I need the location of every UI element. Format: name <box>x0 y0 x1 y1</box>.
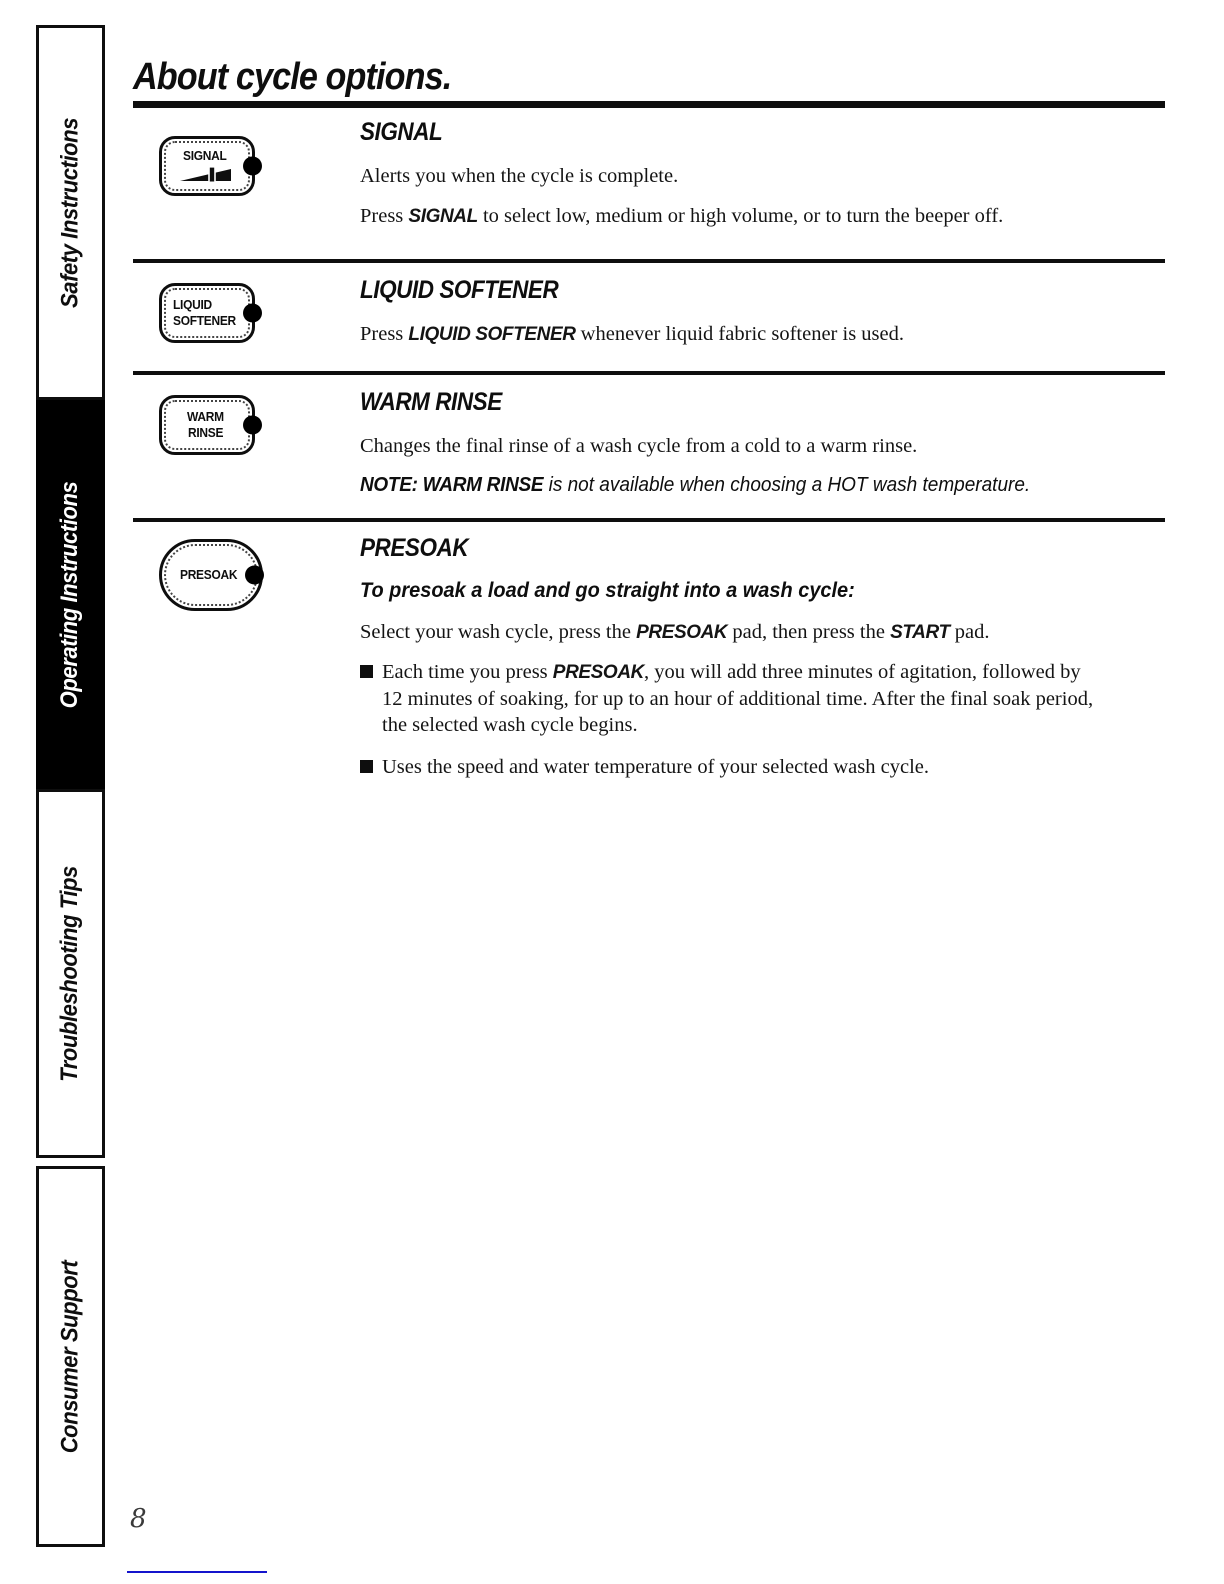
body-text: Press <box>360 205 409 228</box>
section-divider <box>133 259 1165 263</box>
presoak-pad-icon <box>159 539 263 611</box>
page-number: 8 <box>130 1504 147 1534</box>
body-paragraph <box>360 203 1165 229</box>
body-text: , you will add three minutes of agitation, followed by 12 minutes of soaking, for up to an hour of additional time. After the final soak period, the selected wash cycle begins. <box>382 661 1094 736</box>
pad-reference: PRESOAK <box>552 662 644 684</box>
presoak-pad-column <box>133 534 360 796</box>
tab-label: Consumer Support <box>56 1260 84 1453</box>
warm-rinse-pad-icon <box>159 395 255 455</box>
body-paragraph <box>360 321 1165 347</box>
section-warm-rinse <box>133 388 1165 513</box>
section-heading: PRESOAK <box>360 534 469 562</box>
presoak-text <box>360 534 1165 796</box>
liquid-softener-pad-face <box>164 288 250 338</box>
body-text: Each time you press <box>382 661 553 684</box>
tab-label: Troubleshooting Tips <box>56 865 84 1082</box>
section-divider <box>133 518 1165 522</box>
sidebar-item-consumer-support <box>36 1166 105 1547</box>
bullet-text <box>382 659 1100 738</box>
section-heading: SIGNAL <box>360 118 443 146</box>
section-heading: LIQUID SOFTENER <box>360 276 559 304</box>
body-text: whenever liquid fabric softener is used. <box>575 323 905 345</box>
indicator-light-icon <box>243 157 262 176</box>
liquid-softener-pad-column <box>133 276 360 361</box>
warm-rinse-text <box>360 388 1165 513</box>
body-paragraph <box>360 619 1165 645</box>
body-paragraph <box>360 163 1165 189</box>
body-text: Uses the speed and water temperature of your selected wash cycle. <box>382 756 930 779</box>
volume-wedge-icon <box>179 166 235 183</box>
section-heading: WARM RINSE <box>360 388 502 416</box>
title-rule <box>133 101 1165 108</box>
presoak-pad-label: PRESOAK <box>179 566 238 582</box>
indicator-light-icon <box>243 304 262 323</box>
bullet-square-icon <box>360 665 373 678</box>
pad-reference: PRESOAK <box>636 622 728 643</box>
presoak-pad-face <box>164 544 258 606</box>
section-divider <box>133 371 1165 375</box>
indicator-light-icon <box>245 566 264 585</box>
tab-label: Operating Instructions <box>56 481 84 708</box>
body-text: Press <box>360 323 409 345</box>
footer-link-underline[interactable] <box>127 1571 267 1573</box>
note-text: is not available when choosing a HOT wash temperature. <box>543 474 1031 497</box>
signal-text <box>360 118 1165 244</box>
body-text: Changes the final rinse of a wash cycle from a cold to a warm rinse. <box>360 435 918 457</box>
signal-pad-face <box>164 141 250 191</box>
sidebar-item-operating-instructions <box>36 400 105 789</box>
sidebar-item-safety-instructions <box>36 25 105 400</box>
pad-reference: LIQUID SOFTENER <box>408 324 576 345</box>
note-paragraph <box>360 473 1125 499</box>
liquid-softener-text <box>360 276 1165 361</box>
body-text: pad. <box>949 621 990 643</box>
warm-rinse-pad-column <box>133 388 360 513</box>
liquid-softener-pad-icon <box>159 283 255 343</box>
pad-reference: START <box>890 622 950 643</box>
section-signal <box>133 118 1165 244</box>
warm-rinse-pad-label: RINSE <box>187 424 224 440</box>
pad-reference: SIGNAL <box>408 206 478 228</box>
bullet-item <box>360 754 1100 780</box>
body-text: to select low, medium or high volume, or to turn the beeper off. <box>477 205 1004 228</box>
bullet-text <box>382 754 929 780</box>
signal-pad-column <box>133 118 360 244</box>
signal-pad-label: SIGNAL <box>183 148 227 164</box>
signal-pad-icon <box>159 136 255 196</box>
page-title: About cycle options. <box>133 56 452 98</box>
body-text: Alerts you when the cycle is complete. <box>360 165 679 187</box>
body-text: Select your wash cycle, press the <box>360 621 637 643</box>
sidebar-item-troubleshooting-tips <box>36 789 105 1158</box>
presoak-subheading: To presoak a load and go straight into a wash cycle: <box>360 579 855 602</box>
section-liquid-softener <box>133 276 1165 361</box>
warm-rinse-pad-label: WARM <box>187 408 224 424</box>
note-bold-text: NOTE: WARM RINSE <box>360 474 544 497</box>
bullet-square-icon <box>360 760 373 773</box>
section-presoak <box>133 534 1165 796</box>
tab-label: Safety Instructions <box>56 117 84 308</box>
body-paragraph <box>360 433 1165 459</box>
liquid-softener-pad-label: SOFTENER <box>173 312 236 328</box>
indicator-light-icon <box>243 416 262 435</box>
body-text: pad, then press the <box>727 621 891 643</box>
sidebar-tabs <box>36 0 105 1584</box>
bullet-item <box>360 659 1100 738</box>
warm-rinse-pad-face <box>164 400 250 450</box>
liquid-softener-pad-label: LIQUID <box>173 296 212 312</box>
